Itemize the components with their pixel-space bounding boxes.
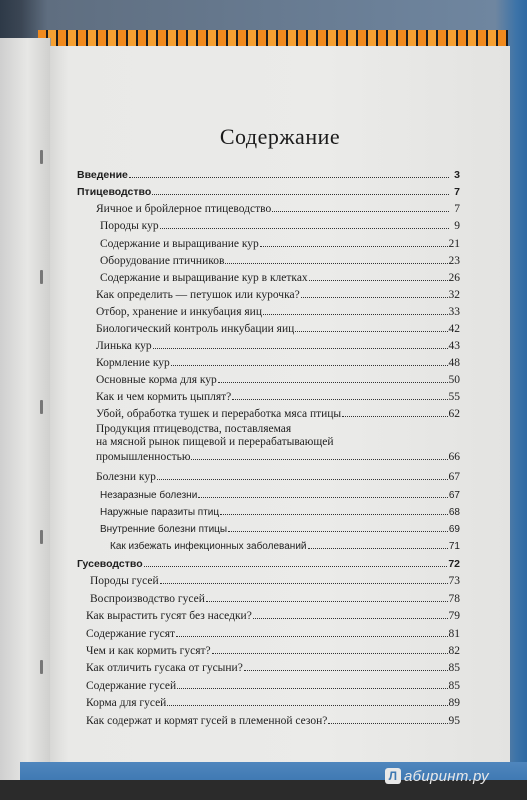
leader-dots — [253, 608, 448, 619]
leader-dots — [191, 449, 447, 460]
toc-entry-page: 26 — [448, 272, 460, 284]
toc-entry-page: 82 — [448, 645, 460, 657]
leader-dots — [152, 184, 449, 195]
toc-entry-label: Введение — [77, 169, 128, 181]
binding-stitch — [40, 270, 43, 284]
toc-entry — [86, 626, 460, 641]
leader-dots — [177, 678, 447, 689]
toc-entry-page: 73 — [448, 575, 460, 587]
toc-entry — [86, 695, 460, 710]
leader-dots — [167, 695, 447, 706]
toc-entry-label: Птицеводство — [77, 186, 152, 198]
toc-entry — [96, 338, 460, 353]
toc-entry — [100, 487, 460, 503]
leader-dots — [309, 270, 448, 281]
toc-entry — [100, 270, 460, 285]
leader-dots — [244, 660, 448, 671]
toc-entry — [100, 504, 460, 520]
leader-dots — [228, 521, 448, 532]
toc-entry — [86, 608, 460, 623]
labirint-logo-icon: Л — [385, 768, 401, 784]
toc-entry-label-line: на мясной рынок пищевой и перерабатывающей — [96, 436, 334, 448]
binding-stitch — [40, 400, 43, 414]
leader-dots — [272, 201, 449, 212]
leader-dots — [157, 469, 448, 480]
toc-entry-label: Оборудование птичников — [100, 255, 225, 267]
toc-entry-label-line: промышленностью — [96, 451, 191, 463]
leader-dots — [160, 573, 448, 584]
toc-entry-label: Основные корма для кур — [96, 374, 217, 386]
toc-entry-page: 67 — [448, 490, 460, 501]
toc-entry — [110, 538, 460, 554]
toc-entry — [100, 253, 460, 268]
toc-entry-label: Породы гусей — [90, 575, 159, 587]
toc-entry-label: Болезни кур — [96, 471, 156, 483]
toc-entry — [90, 591, 460, 606]
toc-entry — [77, 167, 460, 182]
toc-entry-page: 78 — [448, 593, 460, 605]
leader-dots — [129, 167, 449, 178]
toc-entry-page: 85 — [448, 680, 460, 692]
toc-entry-page: 72 — [448, 558, 460, 570]
leader-dots — [220, 504, 448, 515]
toc-entry — [96, 304, 460, 319]
toc-entry-page: 7 — [454, 186, 460, 198]
toc-entry-label: Как вырастить гусят без наседки? — [86, 610, 252, 622]
leader-dots — [160, 218, 449, 229]
leader-dots — [212, 643, 448, 654]
toc-entry-label: Как избежать инфекционных заболеваний — [110, 541, 307, 552]
leader-dots — [232, 389, 447, 400]
toc-entry-label: Отбор, хранение и инкубация яиц — [96, 306, 262, 318]
toc-entry-label: Биологический контроль инкубации яиц — [96, 323, 295, 335]
toc-entry-label: Содержание и выращивание кур — [100, 238, 259, 250]
toc-entry — [86, 678, 460, 693]
toc-entry — [86, 713, 460, 728]
toc-entry — [100, 218, 460, 233]
binding-stitch — [40, 530, 43, 544]
toc-entry — [96, 355, 460, 370]
toc-entry — [77, 556, 460, 571]
toc-entry-label: Наружные паразиты птиц — [100, 507, 220, 518]
toc-entry — [96, 321, 460, 336]
toc-entry-page: 79 — [448, 610, 460, 622]
toc-entry — [77, 184, 460, 199]
toc-entry-label: Незаразные болезни — [100, 490, 198, 501]
toc-entry-label: Как определить — петушок или курочка? — [96, 289, 300, 301]
toc-entry-label: Содержание гусей — [86, 680, 177, 692]
toc-entry-page: 55 — [448, 391, 460, 403]
toc-entry-page: 48 — [448, 357, 460, 369]
leader-dots — [171, 355, 448, 366]
toc-entry-page: 32 — [448, 289, 460, 301]
toc-entry-label: Линька кур — [96, 340, 152, 352]
watermark — [385, 766, 489, 786]
leader-dots — [342, 406, 447, 417]
toc-title: Содержание — [219, 124, 341, 149]
toc-entry-page: 95 — [448, 715, 460, 727]
toc-entry-label: Корма для гусей — [86, 697, 167, 709]
leader-dots — [328, 713, 447, 724]
leader-dots — [144, 556, 448, 567]
toc-page — [50, 46, 510, 762]
toc-entry — [96, 469, 460, 484]
toc-entry-label: Породы кур — [100, 220, 159, 232]
toc-entry-page: 85 — [448, 662, 460, 674]
toc-entry-page: 23 — [448, 255, 460, 267]
toc-entry-label: Воспроизводство гусей — [90, 593, 205, 605]
toc-entry — [96, 389, 460, 404]
toc-entry-page: 81 — [448, 628, 460, 640]
leader-dots — [301, 287, 448, 298]
toc-entry — [96, 201, 460, 216]
toc-entry-label: Чем и как кормить гусят? — [86, 645, 211, 657]
binding-stitch — [40, 660, 43, 674]
toc-entry-page: 67 — [448, 471, 460, 483]
leader-dots — [260, 236, 448, 247]
toc-entry-page: 33 — [448, 306, 460, 318]
toc-entry-label: Как и чем кормить цыплят? — [96, 391, 232, 403]
toc-entry-page: 66 — [448, 451, 460, 463]
leader-dots — [225, 253, 447, 264]
toc-entry-page: 21 — [448, 238, 460, 250]
toc-entry-page: 89 — [448, 697, 460, 709]
toc-entry-label: Содержание и выращивание кур в клетках — [100, 272, 308, 284]
toc-entry-page: 71 — [448, 541, 460, 552]
binding-stitch — [40, 150, 43, 164]
toc-entry-page: 43 — [448, 340, 460, 352]
toc-entry-page: 3 — [454, 169, 460, 181]
toc-entry-label: Как отличить гусака от гусыни? — [86, 662, 243, 674]
toc-entry-label-line: Продукция птицеводства, поставляемая — [96, 423, 292, 435]
toc-entry-label: Яичное и бройлерное птицеводство — [96, 203, 272, 215]
toc-entry-label: Содержание гусят — [86, 628, 176, 640]
leader-dots — [295, 321, 447, 332]
leader-dots — [176, 626, 447, 637]
leader-dots — [263, 304, 448, 315]
leader-dots — [308, 538, 448, 549]
toc-entry — [90, 573, 460, 588]
toc-entry — [86, 660, 460, 675]
toc-entry-label: Как содержат и кормят гусей в племенной сезон? — [86, 715, 328, 727]
toc-entry — [86, 643, 460, 658]
leader-dots — [206, 591, 448, 602]
toc-entry-label: Внутренние болезни птицы — [100, 524, 228, 535]
left-page-edge — [0, 38, 51, 780]
leader-dots — [153, 338, 448, 349]
toc-entry-page: 69 — [448, 524, 460, 535]
toc-entry — [96, 406, 460, 421]
toc-entry-label: Гусеводство — [77, 558, 143, 570]
toc-entry-page: 42 — [448, 323, 460, 335]
toc-entry-label: Кормление кур — [96, 357, 170, 369]
toc-entry-label: Убой, обработка тушек и переработка мяса птицы — [96, 408, 342, 420]
toc-entry — [100, 236, 460, 251]
toc-entry — [96, 449, 460, 464]
toc-entry-page: 68 — [448, 507, 460, 518]
toc-entry — [100, 521, 460, 537]
toc-entry-page: 62 — [448, 408, 460, 420]
toc-entry-page: 9 — [454, 220, 460, 232]
toc-entry — [96, 372, 460, 387]
toc-entry-page: 50 — [448, 374, 460, 386]
leader-dots — [198, 487, 448, 498]
leader-dots — [218, 372, 448, 383]
toc-entry-page: 7 — [454, 203, 460, 215]
toc-entry-multiline — [96, 423, 460, 464]
watermark-text: абиринт.ру — [404, 767, 489, 785]
toc-entry — [96, 287, 460, 302]
